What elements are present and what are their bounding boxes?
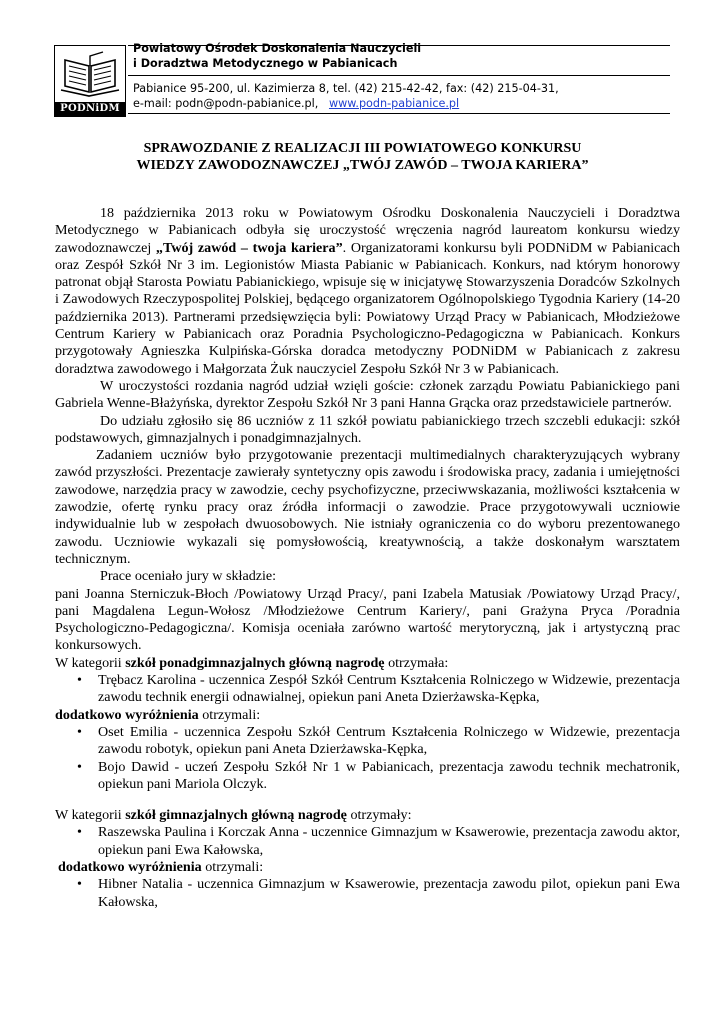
category-1-extra-list: [55, 724, 680, 793]
org-line-1: Powiatowy Ośrodek Doskonalenia Nauczycieli: [133, 42, 422, 55]
cat1-pre: W kategorii: [55, 654, 126, 671]
category-2-main-list: [55, 824, 680, 859]
logo-text: PODNiDM: [55, 102, 125, 116]
intro-text-b: . Organizatorami konkursu byli PODNiDM w Pabianicach oraz Zespół Szkół Nr 3 im. Legionistów Miasta Pabianic w Pabianicach. Konkurs, nad którym honorowy patronat objął Starosta Powiatu Pabianickiego, wpisuje się w inicjatywę Stowarzyszenia Doradców Szkolnych i Zawodowych Rzeczypospolitej Polskiej, będącego organizatorem Ogólnopolskiego Tygodnia Kariery (14-20 października 2013). Partnerami przedsięwzięcia byli: Powiatowy Urząd Pracy w Pabianicach, Młodzieżowe Centrum Kariery w Pabianicach oraz Poradnia Psychologiczno-Pedagogiczna w Pabianicach. Konkurs przygotowały Agnieszka Kulpińska-Górska doradca metodyczny PODNiDM w Pabianicach z zakresu doradztwa zawodowego i Małgorzata Żuk nauczyciel Zespołu Szkół Nr 3 w Pabianicach.: [55, 239, 680, 377]
category-1-main-list: [55, 672, 680, 707]
cat2-pre: W kategorii: [55, 807, 126, 824]
spacer: [55, 793, 680, 807]
address-line: Pabianice 95-200, ul. Kazimierza 8, tel. (42) 215-42-42, fax: (42) 215-04-31,: [133, 82, 559, 95]
title-line-2: WIEDZY ZAWODOZNAWCZEJ „TWÓJ ZAWÓD – TWOJA KARIERA”: [136, 158, 589, 173]
organization-name: [133, 42, 421, 71]
list-item: • Trębacz Karolina - uczennica Zespół Szkół Centrum Kształcenia Rolniczego w Widzewie, prezentacja zawodu technik energii odnawialnej, opiekun pani Aneta Dzierżawska-Kępka,: [55, 672, 680, 707]
cat1-extra-bold: dodatkowo wyróżnienia: [55, 706, 199, 723]
intro-text-a: 18 października 2013 roku w Powiatowym Ośrodku Doskonalenia Nauczycieli i Doradztwa Metodycznego w Pabianicach odbyła się uroczystość wręczenia nagród laureatom konkursu wiedzy zawodoznawczej: [55, 205, 680, 256]
report-body: [55, 205, 680, 911]
category-2-extra-list: [55, 876, 680, 911]
cat2-bold: szkół gimnazjalnych główną nagrodę: [125, 807, 347, 824]
category-2-extra-heading: [55, 859, 680, 876]
list-item: • Bojo Dawid - uczeń Zespołu Szkół Nr 1 w Pabianicach, prezentacja zawodu technik mechatronik, opiekun pani Mariola Olczyk.: [55, 759, 680, 794]
paragraph-intro: [55, 205, 680, 378]
paragraph-participants: Do udziału zgłosiło się 86 uczniów z 11 szkół powiatu pabianickiego trzech szczebli edukacji: szkół podstawowych, gimnazjalnych i ponadgimnazjalnych.: [55, 412, 680, 446]
header-bottom-rule: [128, 113, 670, 114]
list-item: • Oset Emilia - uczennica Zespołu Szkół Centrum Kształcenia Rolniczego w Widzewie, prezentacja zawodu robotyk, opiekun pani Aneta Dzierżawska-Kępka,: [55, 724, 680, 759]
title-line-1: SPRAWOZDANIE Z REALIZACJI III POWIATOWEGO KONKURSU: [143, 141, 582, 156]
cat2-extra-bold: dodatkowo wyróżnienia: [58, 858, 202, 875]
list-item: • Hibner Natalia - uczennica Gimnazjum w Ksawerowie, prezentacja zawodu pilot, opiekun pani Ewa Kałowska,: [55, 876, 680, 911]
category-1-heading: [55, 655, 680, 672]
podnidm-logo: [54, 45, 126, 117]
email-text: e-mail: podn@podn-pabianice.pl,: [133, 96, 319, 110]
list-item: • Raszewska Paulina i Korczak Anna - uczennice Gimnazjum w Ksawerowie, prezentacja zawodu aktor, opiekun pani Ewa Kałowska,: [55, 824, 680, 859]
paragraph-jury-intro: Prace oceniało jury w składzie:: [100, 568, 277, 585]
paragraph-jury: pani Joanna Sterniczuk-Błoch /Powiatowy Urząd Pracy/, pani Izabela Matusiak /Powiatowy Urząd Pracy/, pani Magdalena Legun-Wołosz /Młodzieżowe Centrum Kariery/, pani Grażyna Pryca /Poradnia Psychologiczno-Pedagogiczna/. Komisja oceniała zarówno wartość merytoryczną, jak i artystyczną prac konkursowych.: [55, 585, 680, 654]
cat1-extra-post: otrzymali:: [198, 706, 261, 723]
document-title: [40, 140, 685, 174]
contact-block: [133, 82, 559, 111]
contest-name: „Twój zawód – twoja kariera”: [155, 239, 343, 256]
open-book-icon: [59, 50, 121, 98]
paragraph-guests: W uroczystości rozdania nagród udział wzięli goście: członek zarządu Powiatu Pabianickiego pani Gabriela Wenne-Błażyńska, dyrektor Zespołu Szkół Nr 3 pani Hanna Grącka oraz przedstawiciele partnerów.: [55, 377, 680, 412]
cat2-extra-post: otrzymali:: [201, 858, 264, 875]
website-link[interactable]: www.podn-pabianice.pl: [328, 96, 460, 110]
cat1-bold: szkół ponadgimnazjalnych główną nagrodę: [125, 654, 385, 671]
paragraph-tasks: Zadaniem uczniów było przygotowanie prezentacji multimedialnych charakteryzujących wybrany zawód przyszłości. Prezentacje zawierały syntetyczny opis zawodu i środowiska pracy, zadania i umiejętności zawodowe, narzędzia pracy w zawodzie, cechy psychofizyczne, przeciwwskazania, możliwości kształcenia w zawodzie, ofertę rynku pracy oraz źródła informacji o zawodzie. Prace przygotowywali uczniowie indywidualnie lub w zespołach dwuosobowych. Nie istniały ograniczenia co do wyboru prezentowanego zawodu. Uczniowie wykazali się pomysłowością, kreatywnością, a także doskonałym warsztatem technicznym.: [55, 447, 680, 567]
cat1-post: otrzymała:: [384, 654, 449, 671]
category-1-extra-heading: [55, 707, 680, 724]
category-2-heading: [55, 807, 680, 824]
cat2-post: otrzymały:: [346, 807, 412, 824]
header-middle-rule: [128, 75, 670, 76]
email-line: [133, 97, 559, 112]
org-line-2: i Doradztwa Metodycznego w Pabianicach: [133, 56, 398, 70]
